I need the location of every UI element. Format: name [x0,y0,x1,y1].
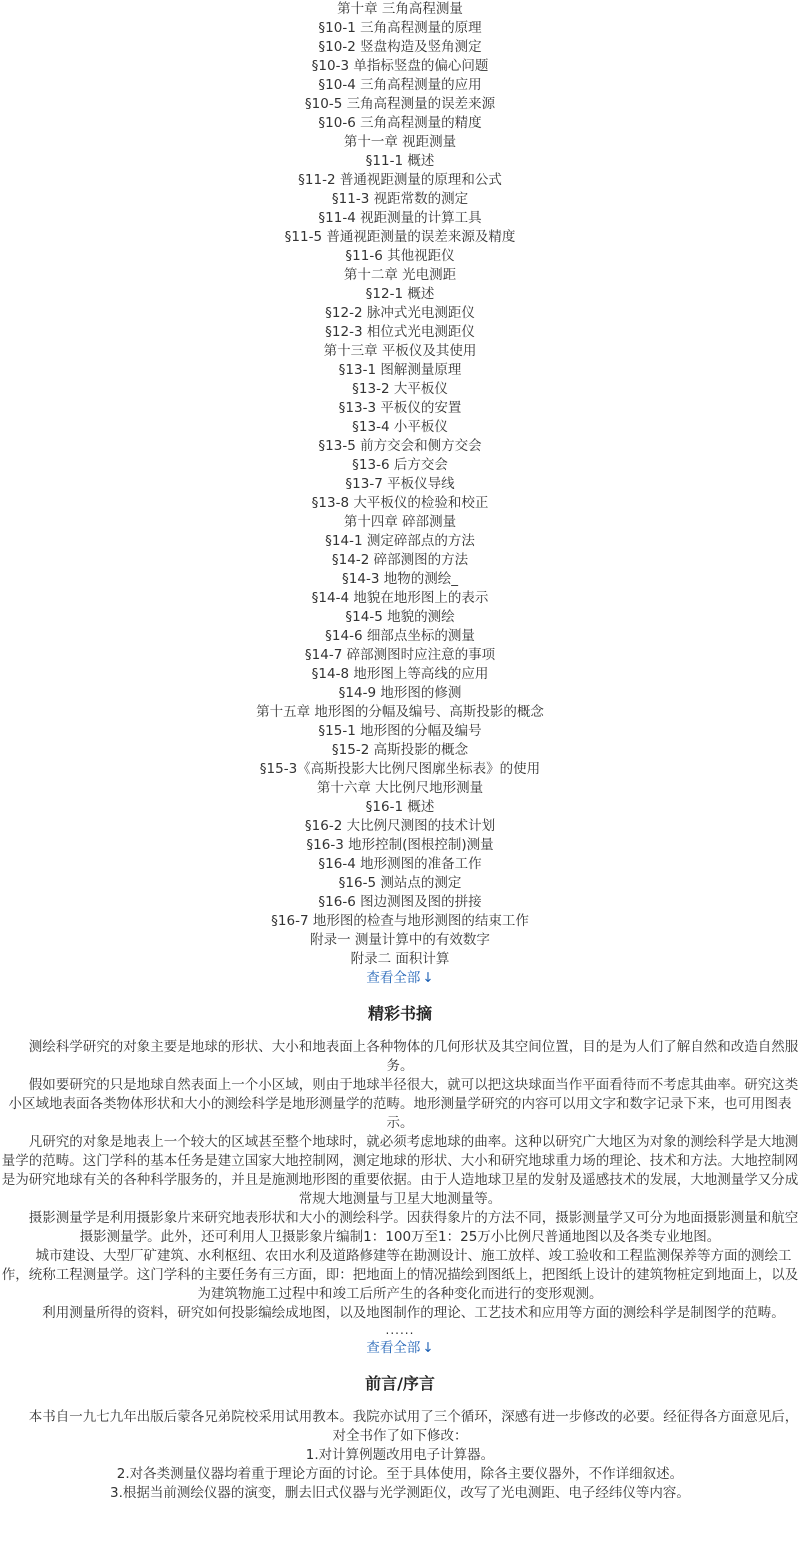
toc-item: §13-2 大平板仪 [352,381,448,397]
toc-item: §12-1 概述 [365,286,435,302]
toc-item: §11-3 视距常数的测定 [331,191,469,207]
toc-item: §13-6 后方交会 [352,457,448,473]
preface-paragraph: 2.对各类测量仪器均着重于理论方面的讨论。至于具体使用，除各主要仪器外，不作详细叙述。 [116,1466,684,1482]
toc-item: 第十一章 视距测量 [343,134,457,150]
toc-item: §14-9 地形图的修测 [338,685,462,701]
toc-item: §14-4 地貌在地形图上的表示 [311,590,489,606]
toc-item: 第十四章 碎部测量 [343,514,457,530]
toc-item: §14-1 测定碎部点的方法 [325,533,475,549]
toc-item: §16-7 地形图的检查与地形测图的结束工作 [271,913,529,929]
toc-item: §14-3 地物的测绘_ [342,571,458,587]
toc-item: §13-1 图解测量原理 [338,362,462,378]
toc-item: 附录二 面积计算 [350,951,450,967]
toc-item: §10-4 三角高程测量的应用 [318,77,482,93]
toc-item: §10-5 三角高程测量的误差来源 [304,96,496,112]
preface-title: 前言/序言 [365,1374,435,1393]
excerpt-title: 精彩书摘 [367,1004,432,1023]
toc-item: 第十六章 大比例尺地形测量 [316,780,484,796]
toc-item: 第十章 三角高程测量 [337,1,463,17]
toc-item: §16-4 地形测图的准备工作 [318,856,482,872]
toc-item: §13-5 前方交会和侧方交会 [318,438,482,454]
toc-item: §16-3 地形控制(图根控制)测量 [306,837,494,853]
preface-paragraph: 1.对计算例题改用电子计算器。 [305,1447,495,1463]
toc-item: 第十五章 地形图的分幅及编号、高斯投影的概念 [256,704,544,720]
toc-item: §13-8 大平板仪的检验和校正 [311,495,489,511]
toc-item: §11-2 普通视距测量的原理和公式 [298,172,502,188]
toc-item: 第十三章 平板仪及其使用 [323,343,477,359]
toc-item: 附录一 测量计算中的有效数字 [310,932,490,948]
toc-item: §14-5 地貌的测绘 [345,609,455,625]
toc-show-all-label[interactable]: 查看全部 [366,970,421,986]
excerpt-paragraph: 利用测量所得的资料，研究如何投影编绘成地图，以及地图制作的理论、工艺技术和应用等方面的测绘科学是制图学的范畴。 [15,1305,785,1321]
toc-item: §11-5 普通视距测量的误差来源及精度 [284,229,516,245]
toc-show-all-link[interactable] [0,969,800,988]
excerpt-body [0,1038,800,1323]
toc-item: §13-7 平板仪导线 [345,476,455,492]
toc-item: §14-2 碎部测图的方法 [331,552,469,568]
down-arrow-icon: ↓ [422,970,434,986]
excerpt-paragraph: 凡研究的对象是地表上一个较大的区域甚至整个地球时，就必须考虑地球的曲率。这种以研究广大地区为对象的测绘科学是大地测量学的范畴。这门学科的基本任务是建立国家大地控制网，测定地球的形状、大小和研究地球重力场的理论、技术和方法。大地控制网是为研究地球有关的各种科学服务的，并且是施测地形图的重要依据。由于人造地球卫星的发射及遥感技术的发展，大地测量学又分成常规大地测量与卫星大地测量等。 [1,1134,799,1207]
toc-item: §10-3 单指标竖盘的偏心问题 [311,58,489,74]
excerpt-show-all-label[interactable]: 查看全部 [366,1340,421,1356]
down-arrow-icon: ↓ [422,1340,434,1356]
toc-item: §12-2 脉冲式光电测距仪 [325,305,475,321]
preface-paragraph: 本书自一九七九年出版后蒙各兄弟院校采用试用教本。我院亦试用了三个循环，深感有进一步修改的必要。经征得各方面意见后，对全书作了如下修改： [1,1409,799,1444]
toc-item: §11-1 概述 [365,153,435,169]
toc-item: §11-6 其他视距仪 [345,248,455,264]
toc-item: §11-4 视距测量的计算工具 [318,210,482,226]
toc-item: §15-3《高斯投影大比例尺图廓坐标表》的使用 [259,761,541,777]
toc-item: 第十二章 光电测距 [343,267,457,283]
toc-item: §15-1 地形图的分幅及编号 [318,723,482,739]
toc-item: §13-4 小平板仪 [352,419,448,435]
excerpt-paragraph: 测绘科学研究的对象主要是地球的形状、大小和地表面上各种物体的几何形状及其空间位置，目的是为人们了解自然和改造自然服务。 [1,1039,799,1074]
toc-item: §10-1 三角高程测量的原理 [318,20,482,36]
toc-item: §14-8 地形图上等高线的应用 [311,666,489,682]
toc-item: §16-6 图边测图及图的拼接 [318,894,482,910]
toc-item: §15-2 高斯投影的概念 [331,742,469,758]
preface-paragraph: 3.根据当前测绘仪器的演变，删去旧式仪器与光学测距仪，改写了光电测距、电子经纬仪等内容。 [110,1485,690,1501]
excerpt-show-all-link[interactable] [0,1339,800,1358]
toc-item: §12-3 相位式光电测距仪 [325,324,475,340]
toc-item: §10-2 竖盘构造及竖角测定 [318,39,482,55]
excerpt-paragraph: 摄影测量学是利用摄影象片来研究地表形状和大小的测绘科学。因获得象片的方法不同，摄影测量学又可分为地面摄影测量和航空摄影测量学。此外，还可利用人卫摄影象片编制1：100万至1：25万小比例尺普通地图以及各类专业地图。 [1,1210,799,1245]
toc-item: §14-7 碎部测图时应注意的事项 [304,647,496,663]
toc-item: §13-3 平板仪的安置 [338,400,462,416]
toc-item: §14-6 细部点坐标的测量 [325,628,475,644]
excerpt-ellipsis: ...... [385,1323,415,1337]
toc-item: §16-1 概述 [365,799,435,815]
excerpt-paragraph: 城市建设、大型厂矿建筑、水利枢纽、农田水利及道路修建等在勘测设计、施工放样、竣工验收和工程监测保养等方面的测绘工作，统称工程测量学。这门学科的主要任务有三方面，即：把地面上的情况描绘到图纸上，把图纸上设计的建筑物桩定到地面上，以及为建筑物施工过程中和竣工后所产生的各种变化而进行的变形观测。 [1,1248,799,1302]
toc-item: §16-5 测站点的测定 [338,875,462,891]
toc-item: §16-2 大比例尺测图的技术计划 [304,818,496,834]
toc-item: §10-6 三角高程测量的精度 [318,115,482,131]
excerpt-paragraph: 假如要研究的只是地球自然表面上一个小区域，则由于地球半径很大，就可以把这块球面当作平面看待而不考虑其曲率。研究这类小区域地表面各类物体形状和大小的测绘科学是地形测量学的范畴。地形测量学研究的内容可以用文字和数字记录下来，也可用图表示。 [1,1077,799,1131]
preface-body [0,1408,800,1503]
